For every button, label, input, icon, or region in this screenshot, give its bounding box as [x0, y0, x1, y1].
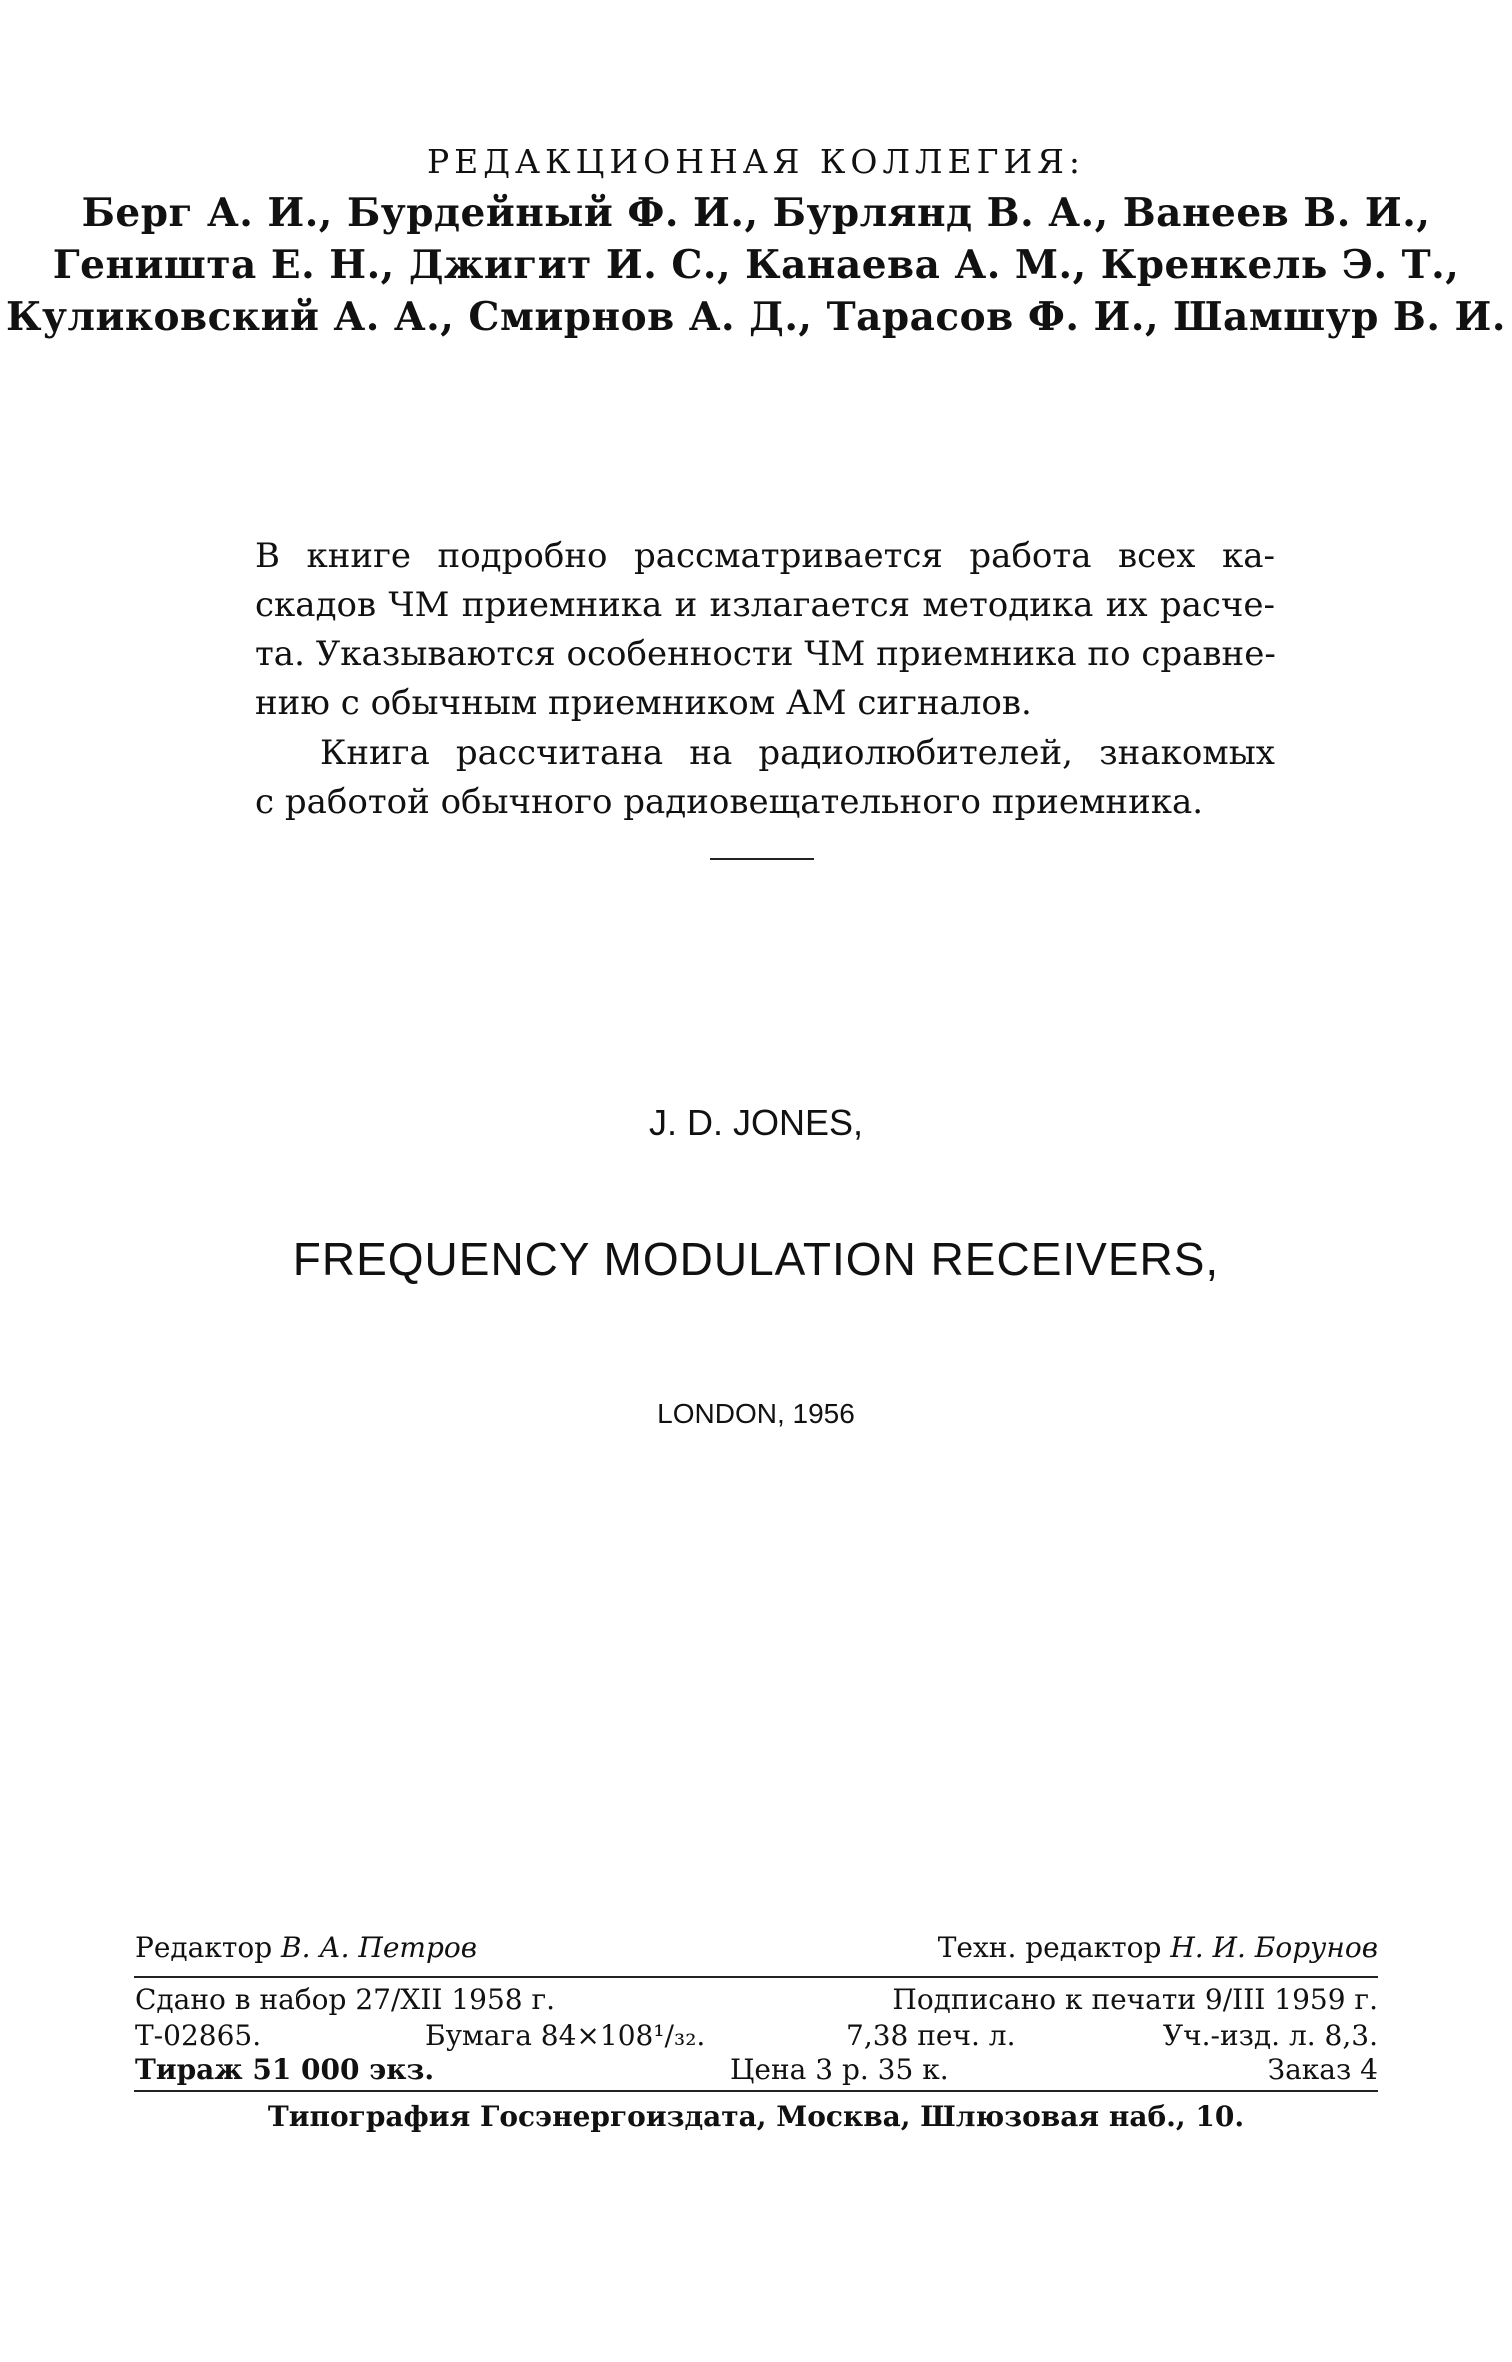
annotation-line: Книга рассчитана на радиолюбителей, знакомых: [320, 733, 1275, 773]
editor-credit: [135, 1932, 477, 1964]
imprint-rule-bottom: [134, 2090, 1378, 2092]
editorial-board-heading: РЕДАКЦИОННАЯ КОЛЛЕГИЯ:: [426, 142, 1086, 181]
original-author: J. D. JONES,: [648, 1102, 864, 1143]
original-title: FREQUENCY MODULATION RECEIVERS,: [292, 1233, 1220, 1285]
editor-name: В. А. Петров: [281, 1931, 478, 1964]
price: Цена 3 р. 35 к.: [730, 2053, 949, 2086]
separator-rule: [710, 858, 814, 860]
tech-editor-credit: [938, 1932, 1378, 1964]
printer-info: Типография Госэнергоиздата, Москва, Шлюзовая наб., 10.: [267, 2100, 1245, 2133]
editorial-board-line: Геништа Е. Н., Джигит И. С., Канаева А. М., Кренкель Э. Т.,: [52, 242, 1460, 288]
annotation-line: скадов ЧМ приемника и излагается методика их расче-: [255, 585, 1275, 625]
publisher-sheets: Уч.-изд. л. 8,3.: [1162, 2019, 1378, 2052]
tech-editor-name: Н. И. Борунов: [1170, 1931, 1378, 1964]
editorial-board-line: Берг А. И., Бурдейный Ф. И., Бурлянд В. А., Ванеев В. И.,: [81, 190, 1431, 236]
editor-label: Редактор: [135, 1931, 273, 1964]
print-run: Тираж 51 000 экз.: [135, 2053, 435, 2086]
annotation-line: с работой обычного радиовещательного приемника.: [255, 782, 1204, 822]
paper-format: Бумага 84×108¹/₃₂.: [425, 2019, 706, 2052]
annotation-line: та. Указываются особенности ЧМ приемника по сравне-: [255, 634, 1276, 674]
order-number: Заказ 4: [1267, 2053, 1378, 2086]
typeset-date: Сдано в набор 27/XII 1958 г.: [135, 1983, 556, 2016]
annotation-line: В книге подробно рассматривается работа всех ка-: [255, 536, 1275, 576]
signed-date: Подписано к печати 9/III 1959 г.: [892, 1983, 1378, 2016]
order-code: Т-02865.: [135, 2019, 262, 2052]
editorial-board-line: Куликовский А. А., Смирнов А. Д., Тарасов Ф. И., Шамшур В. И.: [6, 294, 1506, 340]
imprint-rule-top: [134, 1976, 1378, 1978]
original-place-year: LONDON, 1956: [657, 1398, 855, 1429]
annotation-line: нию с обычным приемником АМ сигналов.: [255, 683, 1032, 723]
print-sheets: 7,38 печ. л.: [846, 2019, 1016, 2052]
tech-editor-label: Техн. редактор: [937, 1931, 1162, 1964]
